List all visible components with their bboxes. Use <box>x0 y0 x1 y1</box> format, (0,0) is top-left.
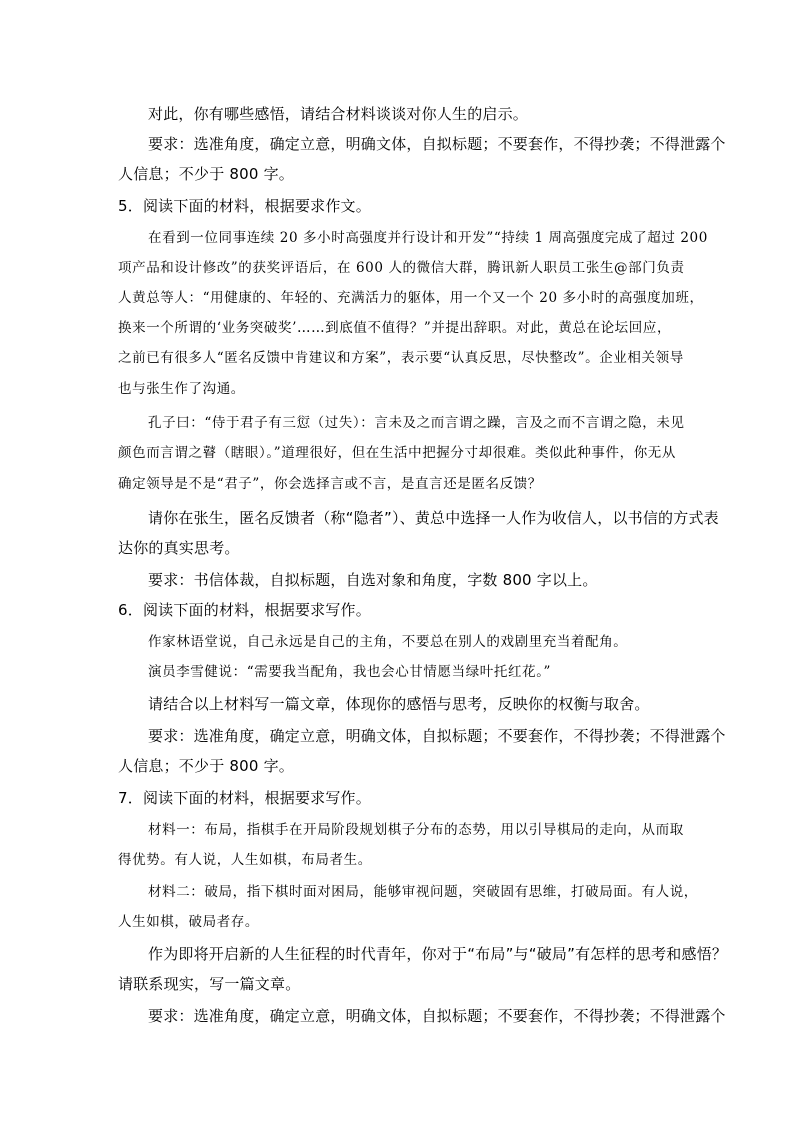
material-line: 颜色而言谓之瞽（瞎眼）。”道理很好，但在生活中把握分寸却很难。类似此种事件，你无从 <box>118 445 676 461</box>
material-line: 换来一个所谓的‘业务突破奖’……到底值不值得？”并提出辞职。对此，黄总在论坛回应， <box>118 320 672 336</box>
paragraph-line: 对此，你有哪些感悟，请结合材料谈谈对你人生的启示。 <box>148 105 529 123</box>
question-heading: 7．阅读下面的材料，根据要求写作。 <box>118 789 371 807</box>
question-heading: 6．阅读下面的材料，根据要求写作。 <box>118 601 371 619</box>
material-line: 人黄总等人：“用健康的、年轻的、充满活力的躯体，用一个又一个 20 多小时的高强度加班， <box>118 290 704 306</box>
material-line: 得优势。有人说，人生如棋，布局者生。 <box>118 852 372 868</box>
paragraph-line: 作为即将开启新的人生征程的时代青年，你对于“布局”与“破局”有怎样的思考和感悟？ <box>148 945 728 963</box>
paragraph-line: 要求：选准角度，确定立意，明确文体，自拟标题；不要套作，不得抄袭；不得泄露个 <box>148 1007 726 1025</box>
paragraph-line: 达你的真实思考。 <box>118 539 240 557</box>
material-line: 孔子曰：“侍于君子有三愆（过失）：言未及之而言谓之躁，言及之而不言谓之隐，未见 <box>148 415 685 431</box>
material-line: 在看到一位同事连续 20 多小时高强度并行设计和开发”“持续 1 周高强度完成了超过 200 <box>148 230 708 246</box>
paragraph-line: 要求：选准角度，确定立意，明确文体，自拟标题；不要套作，不得抄袭；不得泄露个 <box>148 135 726 153</box>
material-line: 材料一：布局，指棋手在开局阶段规划棋子分布的态势，用以引导棋局的走向，从而取 <box>148 822 684 838</box>
material-line: 材料二：破局，指下棋时面对困局，能够审视问题，突破固有思维，打破局面。有人说， <box>148 884 698 900</box>
paragraph-line: 请结合以上材料写一篇文章，体现你的感悟与思考，反映你的权衡与取舍。 <box>148 695 650 713</box>
paragraph-line: 人信息；不少于 800 字。 <box>118 165 294 183</box>
material-line: 确定领导是不是“君子”，你会选择言或不言，是直言还是匿名反馈？ <box>118 476 542 492</box>
material-line: 人生如棋，破局者存。 <box>118 914 259 930</box>
paragraph-line: 要求：选准角度，确定立意，明确文体，自拟标题；不要套作，不得抄袭；不得泄露个 <box>148 727 726 745</box>
material-line: 作家林语堂说，自己永远是自己的主角，不要总在别人的戏剧里充当着配角。 <box>148 634 628 650</box>
material-line: 也与张生作了沟通。 <box>118 381 245 397</box>
paragraph-line: 人信息；不少于 800 字。 <box>118 757 294 775</box>
paragraph-line: 要求：书信体裁，自拟标题，自选对象和角度，字数 800 字以上。 <box>148 571 598 589</box>
material-line: 演员李雪健说：“需要我当配角，我也会心甘情愿当绿叶托红花。” <box>148 664 552 680</box>
paragraph-line: 请联系现实，写一篇文章。 <box>118 975 301 993</box>
paragraph-line: 请你在张生，匿名反馈者（称“隐者”）、黄总中选择一人作为收信人，以书信的方式表 <box>148 509 719 527</box>
material-line: 项产品和设计修改”的获奖评语后，在 600 人的微信大群，腾讯新人职员工张生@部门负责 <box>118 260 685 276</box>
question-heading: 5．阅读下面的材料，根据要求作文。 <box>118 197 371 215</box>
material-line: 之前已有很多人“匿名反馈中肯建议和方案”，表示要“认真反思，尽快整改”。企业相关领导 <box>118 350 684 366</box>
